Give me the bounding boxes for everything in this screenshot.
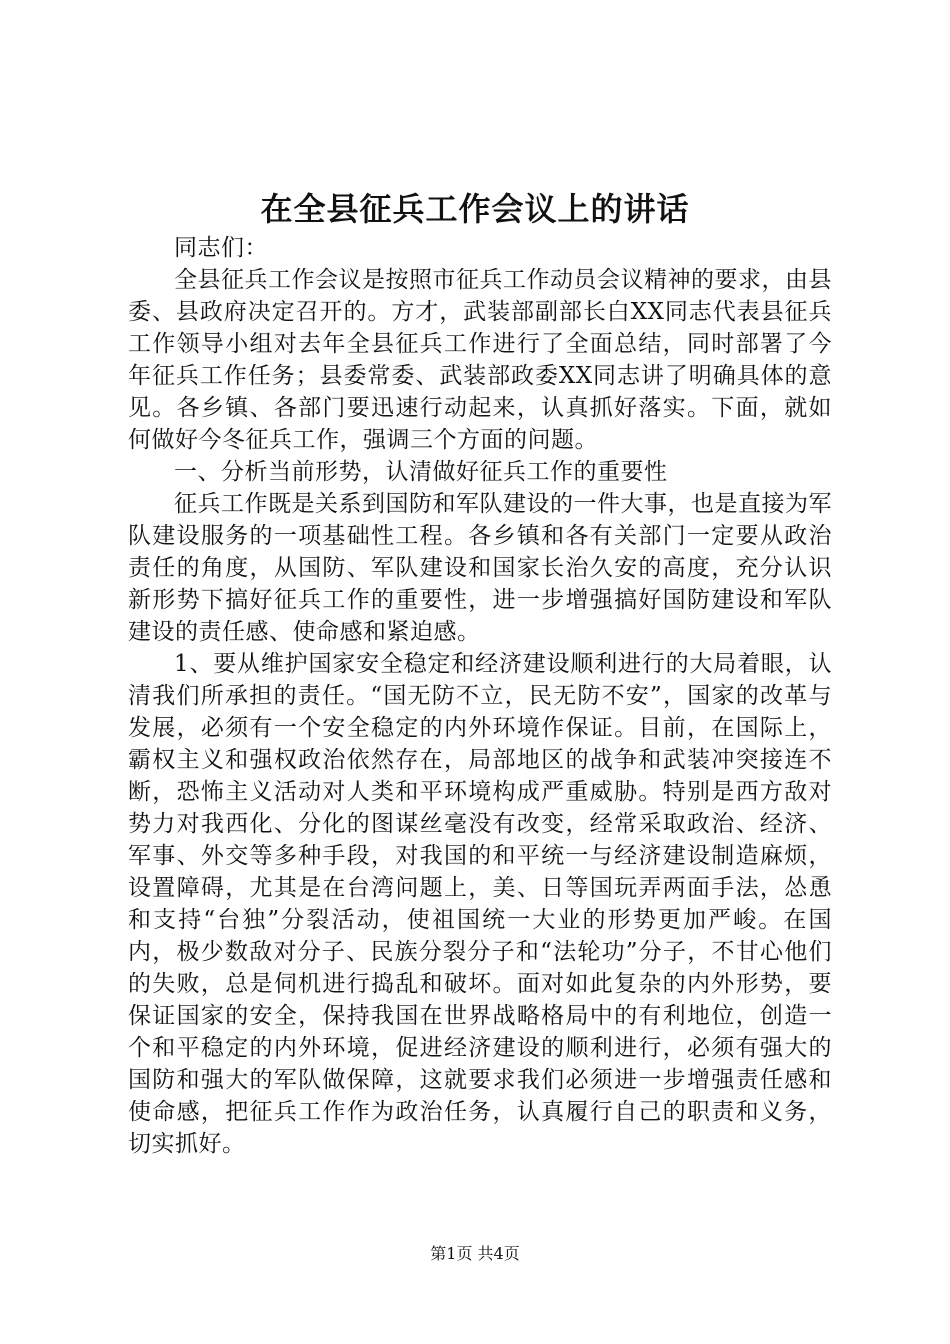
salutation-paragraph: 同志们： [174,235,268,261]
page-footer: 第1页 共4页 [430,1244,520,1263]
section-paragraph: 征兵工作既是关系到国防和军队建设的一件大事，也是直接为军队建设服务的一项基础性工程。各乡镇和各有关部门一定要从政治责任的角度，从国防、军队建设和国家长治久安的高度，充分认识新形势下搞好征兵工作的重要性，进一步增强搞好国防建设和军队建设的责任感、使命感和紧迫感。 [128,491,832,645]
document-title: 在全县征兵工作会议上的讲话 [260,190,690,228]
intro-paragraph: 全县征兵工作会议是按照市征兵工作动员会议精神的要求，由县委、县政府决定召开的。方才，武装部副部长白XX同志代表县征兵工作领导小组对去年全县征兵工作进行了全面总结，同时部署了今年征兵工作任务；县委常委、武装部政委XX同志讲了明确具体的意见。各乡镇、各部门要迅速行动起来，认真抓好落实。下面，就如何做好今冬征兵工作，强调三个方面的问题。 [128,267,832,453]
document-body [128,232,832,1160]
point-1-paragraph: 1、要从维护国家安全稳定和经济建设顺利进行的大局着眼，认清我们所承担的责任。“国无防不立，民无防不安”，国家的改革与发展，必须有一个安全稳定的内外环境作保证。目前，在国际上，霸权主义和强权政治依然存在，局部地区的战争和武装冲突接连不断，恐怖主义活动对人类和平环境构成严重威胁。特别是西方敌对势力对我西化、分化的图谋丝毫没有改变，经常采取政治、经济、军事、外交等多种手段，对我国的和平统一与经济建设制造麻烦，设置障碍，尤其是在台湾问题上，美、日等国玩弄两面手法，怂恿和支持“台独”分裂活动，使祖国统一大业的形势更加严峻。在国内，极少数敌对分子、民族分裂分子和“法轮功”分子，不甘心他们的失败，总是伺机进行捣乱和破坏。面对如此复杂的内外形势，要保证国家的安全，保持我国在世界战略格局中的有利地位，创造一个和平稳定的内外环境，促进经济建设的顺利进行，必须有强大的国防和强大的军队做保障，这就要求我们必须进一步增强责任感和使命感，把征兵工作作为政治任务，认真履行自己的职责和义务，切实抓好。 [128,651,832,1157]
section-heading: 一、分析当前形势，认清做好征兵工作的重要性 [174,459,668,485]
